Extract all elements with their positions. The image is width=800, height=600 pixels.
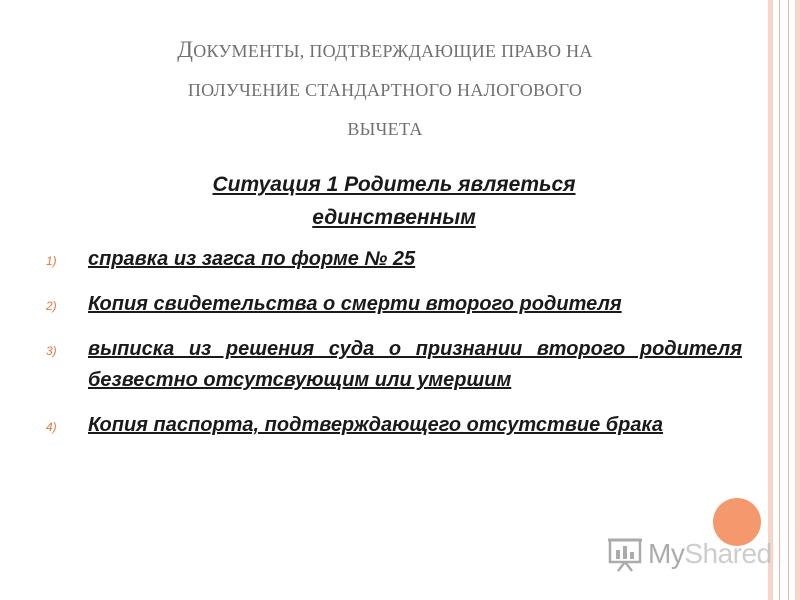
list-item [46, 410, 742, 441]
list-number: 1) [46, 254, 57, 268]
list-item-text: Копия паспорта, подтверждающего отсутствие брака [88, 414, 664, 436]
documents-list [46, 244, 742, 441]
myshared-watermark [606, 536, 772, 572]
slide-content [46, 168, 742, 455]
list-item-text: справка из загса по форме № 25 [88, 248, 416, 270]
slide-title [60, 30, 710, 149]
watermark-text-b: Shared [684, 538, 772, 569]
situation-heading: Ситуация 1 Родитель являеться единственным [212, 173, 576, 229]
title-line-3: ВЫЧЕТА [347, 119, 423, 139]
watermark-text-a: My [648, 538, 685, 569]
list-item-text: Копия свидетельства о смерти второго родителя [88, 293, 622, 315]
list-item [46, 289, 742, 320]
presentation-board-icon [606, 536, 644, 572]
list-number: 3) [46, 344, 57, 358]
list-number: 2) [46, 299, 57, 313]
watermark-text [648, 538, 772, 570]
list-item [46, 334, 742, 396]
list-item [46, 244, 742, 275]
title-line-2: ПОЛУЧЕНИЕ СТАНДАРТНОГО НАЛОГОВОГО [187, 80, 583, 100]
list-number: 4) [46, 420, 57, 434]
title-first-letter: Д [177, 37, 194, 62]
title-line-1: ОКУМЕНТЫ, ПОДТВЕРЖДАЮЩИЕ ПРАВО НА [193, 41, 593, 61]
list-item-text: выписка из решения суда о признании второго родителя безвестно отсутсвующим или умершим [88, 338, 742, 391]
